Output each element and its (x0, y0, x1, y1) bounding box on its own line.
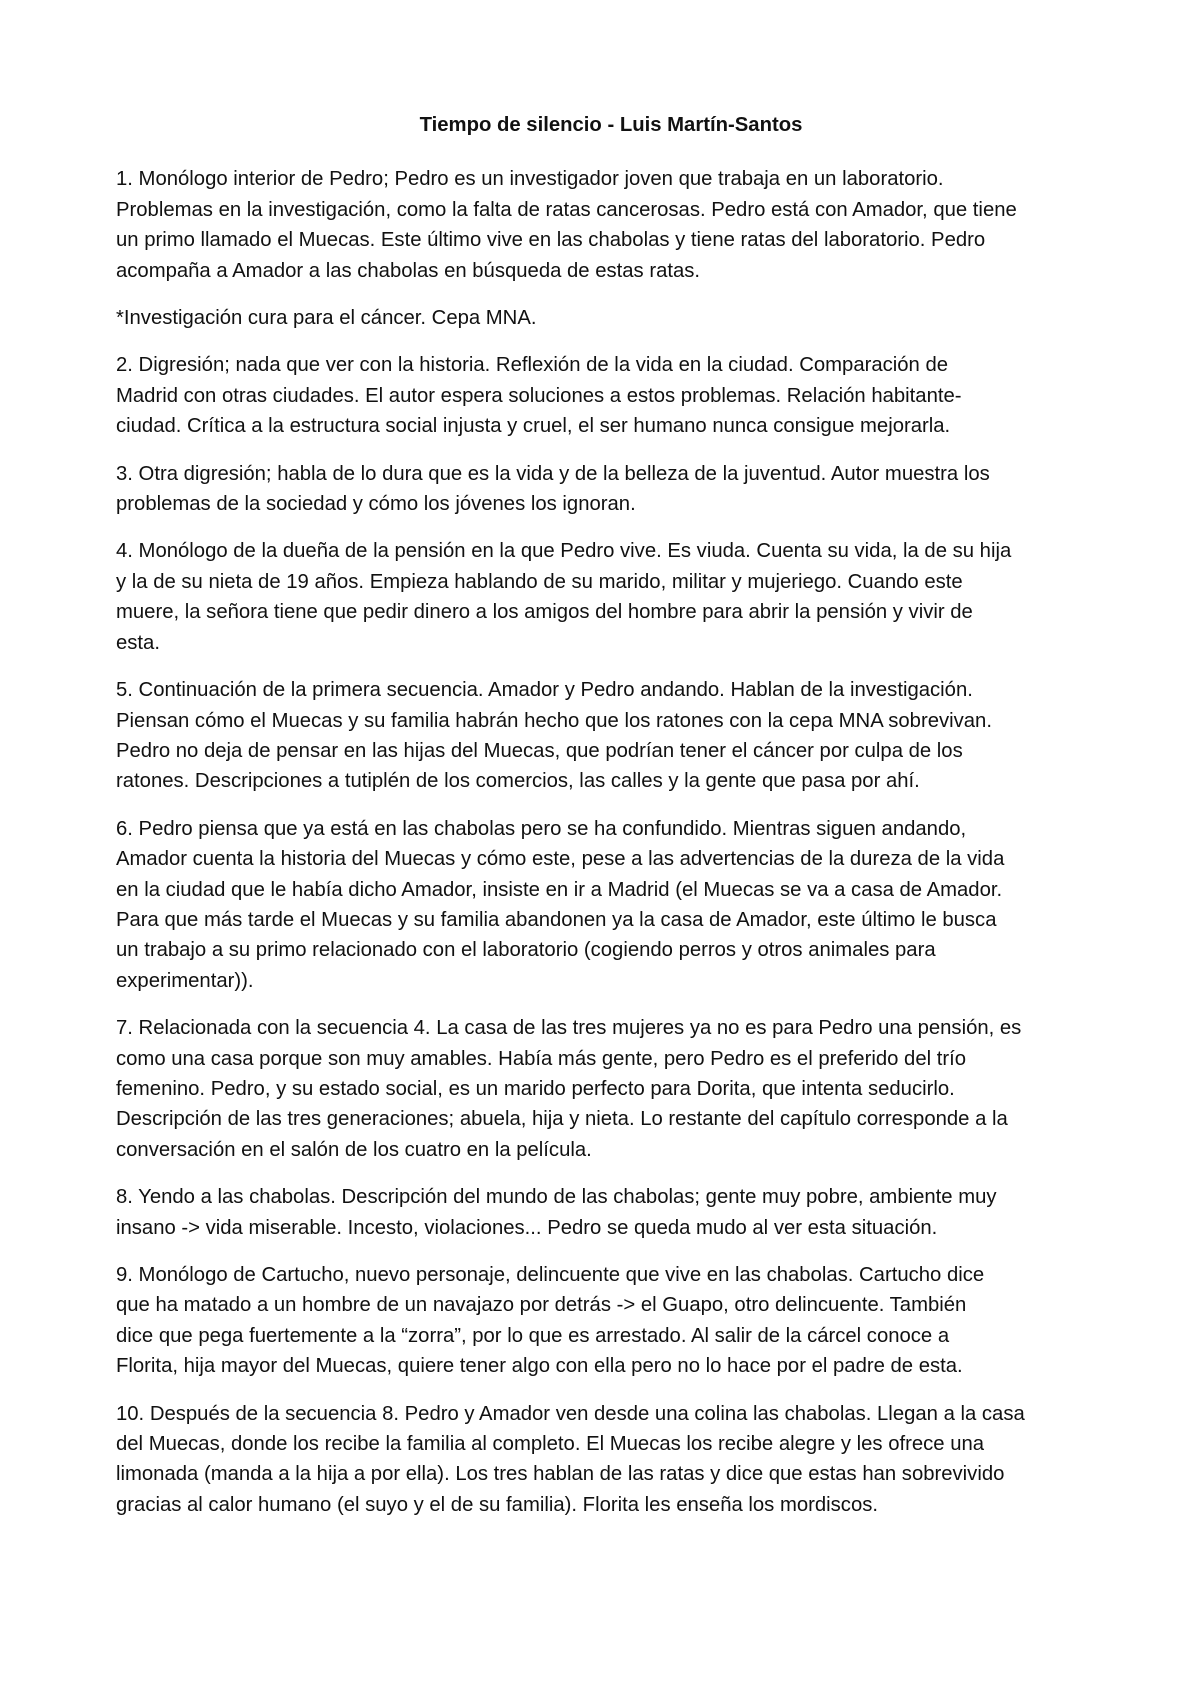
paragraph-4: 4. Monólogo de la dueña de la pensión en la que Pedro vive. Es viuda. Cuenta su vida, la de su hija y la de su nieta de 19 años. Empieza hablando de su marido, militar y mujeriego. Cuando este muere, la señora tiene que pedir dinero a los amigos del hombre para abrir la pensión y vivir de esta. (116, 540, 1012, 654)
paragraph-9: 9. Monólogo de Cartucho, nuevo personaje, delincuente que vive en las chabolas. Cartucho dice que ha matado a un hombre de un navajazo por detrás -> el Guapo, otro delincuente. También dice que pega fuertemente a la “zorra”, por lo que es arrestado. Al salir de la cárcel conoce a Florita, hija mayor del Muecas, quiere tener algo con ella pero no lo hace por el padre de esta. (116, 1264, 985, 1378)
paragraph-6: 6. Pedro piensa que ya está en las chabolas pero se ha confundido. Mientras siguen andando, Amador cuenta la historia del Muecas y cómo este, pese a las advertencias de la dureza de la vida en la ciudad que le había dicho Amador, insiste en ir a Madrid (el Muecas se va a casa de Amador. Para que más tarde el Muecas y su familia abandonen ya la casa de Amador, este último le busca un trabajo a su primo relacionado con el laboratorio (cogiendo perros y otros animales para experimentar)). (116, 817, 1005, 992)
paragraph-3: 3. Otra digresión; habla de lo dura que es la vida y de la belleza de la juventud. Autor muestra los problemas de la sociedad y cómo los jóvenes los ignoran. (116, 462, 990, 516)
paragraph-2: 2. Digresión; nada que ver con la historia. Reflexión de la vida en la ciudad. Comparación de Madrid con otras ciudades. El autor espera soluciones a estos problemas. Relación habitante- ciudad. Crítica a la estructura social injusta y cruel, el ser humano nunca consigue mejorarla. (116, 354, 962, 438)
document-body (116, 110, 1106, 1537)
paragraph-1: 1. Monólogo interior de Pedro; Pedro es un investigador joven que trabaja en un laboratorio. Problemas en la investigación, como la falta de ratas cancerosas. Pedro está con Amador, que tiene un primo llamado el Muecas. Este último vive en las chabolas y tiene ratas del laboratorio. Pedro acompaña a Amador a las chabolas en búsqueda de estas ratas. (116, 168, 1017, 282)
paragraph-7: 7. Relacionada con la secuencia 4. La casa de las tres mujeres ya no es para Pedro una pensión, es como una casa porque son muy amables. Había más gente, pero Pedro es el preferido del trío femenino. Pedro, y su estado social, es un marido perfecto para Dorita, que intenta seducirlo. Descripción de las tres generaciones; abuela, hija y nieta. Lo restante del capítulo corresponde a la conversación en el salón de los cuatro en la película. (116, 1017, 1022, 1161)
document-title: Tiempo de silencio - Luis Martín-Santos (419, 114, 803, 136)
paragraph-5: 5. Continuación de la primera secuencia. Amador y Pedro andando. Hablan de la investigación. Piensan cómo el Muecas y su familia habrán hecho que los ratones con la cepa MNA sobrevivan. Pedro no deja de pensar en las hijas del Muecas, que podrían tener el cáncer por culpa de los ratones. Descripciones a tutiplén de los comercios, las calles y la gente que pasa por ahí. (116, 679, 992, 793)
paragraph-note: *Investigación cura para el cáncer. Cepa MNA. (116, 307, 537, 330)
paragraph-8: 8. Yendo a las chabolas. Descripción del mundo de las chabolas; gente muy pobre, ambiente muy insano -> vida miserable. Incesto, violaciones... Pedro se queda mudo al ver esta situación. (116, 1186, 997, 1239)
paragraph-10: 10. Después de la secuencia 8. Pedro y Amador ven desde una colina las chabolas. Llegan a la casa del Muecas, donde los recibe la familia al completo. El Muecas los recibe alegre y les ofrece una limonada (manda a la hija a por ella). Los tres hablan de las ratas y dice que estas han sobrevivido gracias al calor humano (el suyo y el de su familia). Florita les enseña los mordiscos. (116, 1402, 1025, 1516)
